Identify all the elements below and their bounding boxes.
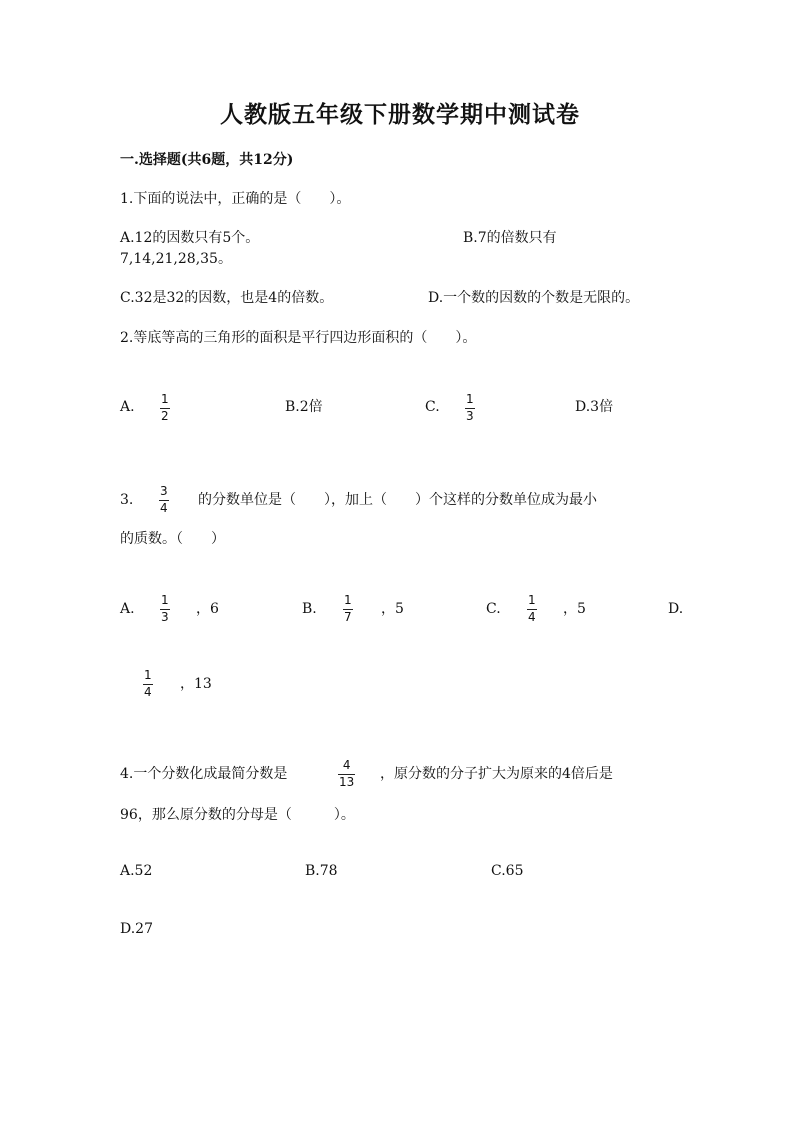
q2-option-c[interactable]: C. (425, 399, 440, 415)
q1-option-a[interactable]: A.12的因数只有5个。 (120, 230, 260, 246)
fraction-numerator: 1 (161, 593, 169, 607)
q4-stem-text: ，原分数的分子扩大为原来的4倍后是 (380, 766, 613, 782)
q1-stem: 1.下面的说法中，正确的是（ ）。 (120, 191, 351, 207)
q4-option-a[interactable]: A.52 (120, 863, 153, 879)
fraction-denominator: 3 (466, 409, 474, 423)
q3-option-c-fraction (527, 594, 537, 624)
q3-option-d[interactable]: D. (668, 601, 684, 617)
fraction-denominator: 13 (339, 775, 355, 789)
page-title: 人教版五年级下册数学期中测试卷 (220, 101, 580, 128)
q3-stem-fraction (159, 485, 169, 515)
fraction-numerator: 1 (144, 668, 152, 682)
q1-option-b-continued: 7,14,21,28,35。 (120, 251, 232, 267)
fraction-denominator: 2 (161, 409, 169, 423)
q4-option-d[interactable]: D.27 (120, 921, 153, 937)
q2-option-a[interactable]: A. (120, 399, 135, 415)
q3-option-c[interactable]: C. (486, 601, 501, 617)
q3-option-a[interactable]: A. (120, 601, 135, 617)
q3-option-b-fraction (343, 594, 353, 624)
q4-stem-prefix: 4.一个分数化成最简分数是 (120, 766, 288, 782)
section-heading: 一.选择题(共6题，共12分) (120, 152, 294, 168)
q3-option-a-fraction (160, 594, 170, 624)
q2-stem: 2.等底等高的三角形的面积是平行四边形面积的（ ）。 (120, 330, 477, 346)
q3-option-b-value: ，5 (381, 601, 404, 617)
q3-option-b[interactable]: B. (302, 601, 317, 617)
fraction-denominator: 4 (144, 685, 152, 699)
q1-option-c[interactable]: C.32是32的因数，也是4的倍数。 (120, 290, 334, 306)
fraction-numerator: 1 (466, 392, 474, 406)
q3-option-c-value: ，5 (563, 601, 586, 617)
q4-option-b[interactable]: B.78 (305, 863, 338, 879)
q3-option-a-value: ，6 (196, 601, 219, 617)
q4-option-c[interactable]: C.65 (491, 863, 524, 879)
fraction-numerator: 4 (342, 758, 351, 772)
q2-option-a-fraction (160, 393, 170, 423)
fraction-numerator: 1 (161, 392, 169, 406)
q3-stem-line2: 的质数。（ ） (120, 531, 225, 547)
fraction-numerator: 1 (344, 593, 352, 607)
q3-stem-prefix: 3. (120, 492, 134, 508)
fraction-denominator: 4 (160, 501, 168, 515)
q2-option-b[interactable]: B.2倍 (285, 399, 323, 415)
fraction-numerator: 1 (528, 593, 536, 607)
fraction-numerator: 3 (160, 484, 168, 498)
fraction-denominator: 7 (344, 610, 352, 624)
q4-stem-line2: 96，那么原分数的分母是（ ）。 (120, 807, 355, 823)
q1-option-b[interactable]: B.7的倍数只有 (463, 230, 557, 246)
fraction-denominator: 3 (161, 610, 169, 624)
q4-stem-fraction (338, 759, 355, 789)
q1-option-d[interactable]: D.一个数的因数的个数是无限的。 (428, 290, 640, 306)
q2-option-d[interactable]: D.3倍 (575, 399, 614, 415)
q3-option-d-fraction (143, 669, 153, 699)
fraction-denominator: 4 (528, 610, 536, 624)
q2-option-c-fraction (465, 393, 475, 423)
q3-stem-text: 的分数单位是（ ），加上（ ）个这样的分数单位成为最小 (198, 492, 597, 508)
q3-option-d-value: ，13 (180, 676, 212, 692)
